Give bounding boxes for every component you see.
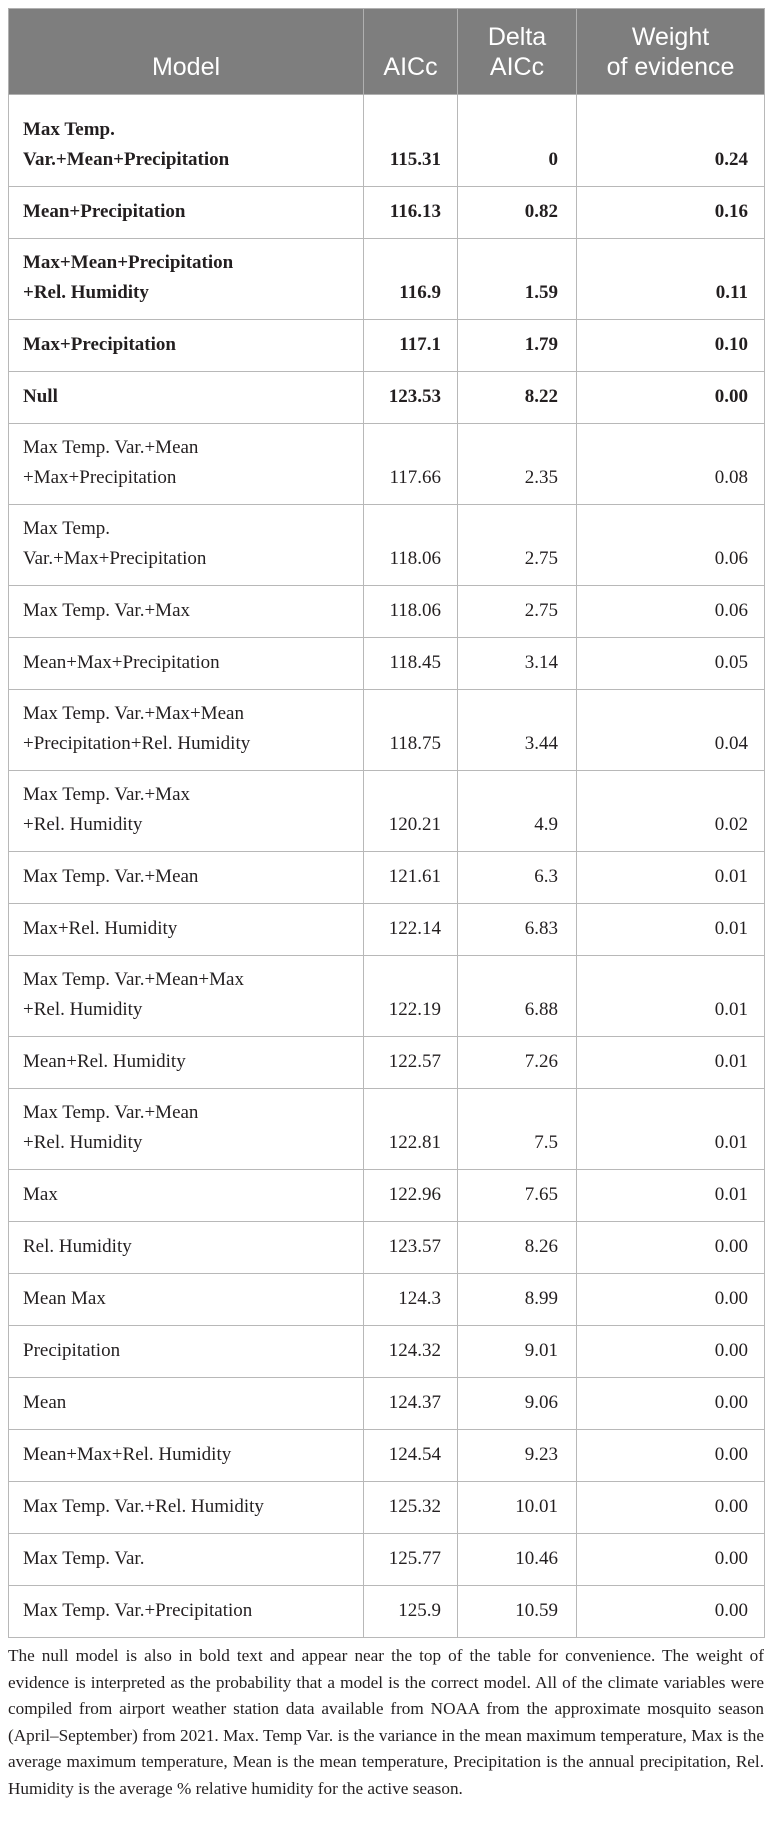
cell-model: [9, 505, 364, 586]
header-row: [9, 9, 765, 95]
cell-delta-aicc: 3.14: [458, 638, 577, 690]
cell-model: [9, 1326, 364, 1378]
header-weight-line2: of evidence: [606, 53, 735, 81]
header-weight-of-evidence: [577, 9, 765, 95]
cell-weight: 0.10: [577, 320, 765, 372]
cell-model-line: Precipitation: [23, 1340, 121, 1361]
cell-aicc: 123.53: [364, 372, 458, 424]
cell-delta-aicc: 8.99: [458, 1274, 577, 1326]
cell-model-line: Max Temp.: [23, 518, 110, 539]
table-row: [9, 1326, 765, 1378]
cell-aicc: 116.13: [364, 187, 458, 239]
cell-model-line: Max Temp. Var.+Mean: [23, 1102, 199, 1123]
cell-weight: 0.05: [577, 638, 765, 690]
cell-delta-aicc: 0: [458, 95, 577, 187]
table-header: [9, 9, 765, 95]
header-model: Model: [9, 9, 364, 95]
cell-model: [9, 1037, 364, 1089]
table-row: [9, 1089, 765, 1170]
cell-delta-aicc: 7.65: [458, 1170, 577, 1222]
cell-weight: 0.04: [577, 690, 765, 771]
cell-model-line: Mean: [23, 1392, 67, 1413]
cell-model-line: Mean+Max+Rel. Humidity: [23, 1444, 232, 1465]
cell-model: [9, 586, 364, 638]
cell-weight: 0.08: [577, 424, 765, 505]
table-row: [9, 1037, 765, 1089]
cell-model-line: Mean Max: [23, 1288, 106, 1309]
cell-aicc: 118.75: [364, 690, 458, 771]
cell-model: [9, 771, 364, 852]
cell-model-line: +Rel. Humidity: [23, 999, 143, 1020]
cell-model-line: Max Temp.: [23, 119, 115, 140]
cell-model-line: Max+Mean+Precipitation: [23, 252, 234, 273]
cell-aicc: 117.1: [364, 320, 458, 372]
cell-weight: 0.00: [577, 1534, 765, 1586]
cell-model-line: Null: [23, 386, 58, 407]
header-delta-line1: Delta: [487, 23, 547, 51]
cell-aicc: 125.9: [364, 1586, 458, 1638]
cell-model-line: Var.+Mean+Precipitation: [23, 149, 230, 170]
cell-delta-aicc: 7.26: [458, 1037, 577, 1089]
cell-model-line: +Rel. Humidity: [23, 814, 143, 835]
cell-model: [9, 1482, 364, 1534]
cell-delta-aicc: 1.59: [458, 239, 577, 320]
cell-delta-aicc: 1.79: [458, 320, 577, 372]
cell-model-line: Max Temp. Var.+Mean: [23, 437, 199, 458]
table-footnote: The null model is also in bold text and appear near the top of the table for convenience. The weight of evidence is interpreted as the probability that a model is the correct model. All of the climate variables were compiled from airport weather station data available from NOAA from the approximate mosquito season (April–September) from 2021. Max. Temp Var. is the variance in the mean maximum temperature, Max is the average maximum temperature, Mean is the mean temperature, Precipitation is the annual precipitation, Rel. Humidity is the average % relative humidity for the active season.: [8, 1646, 764, 1798]
cell-weight: 0.00: [577, 1222, 765, 1274]
cell-weight: 0.01: [577, 1170, 765, 1222]
model-comparison-table: [8, 8, 765, 1638]
cell-model: [9, 424, 364, 505]
table-row: [9, 586, 765, 638]
table-row: [9, 1534, 765, 1586]
cell-model-line: Mean+Precipitation: [23, 201, 186, 222]
cell-weight: 0.24: [577, 95, 765, 187]
cell-delta-aicc: 8.26: [458, 1222, 577, 1274]
cell-weight: 0.06: [577, 586, 765, 638]
cell-model-line: Rel. Humidity: [23, 1236, 132, 1257]
table-row: [9, 638, 765, 690]
cell-aicc: 120.21: [364, 771, 458, 852]
cell-model: [9, 852, 364, 904]
cell-model-line: Max: [23, 1184, 58, 1205]
cell-delta-aicc: 2.75: [458, 586, 577, 638]
cell-weight: 0.02: [577, 771, 765, 852]
cell-aicc: 123.57: [364, 1222, 458, 1274]
cell-aicc: 121.61: [364, 852, 458, 904]
cell-model-line: Max Temp. Var.+Rel. Humidity: [23, 1496, 264, 1517]
cell-model-line: +Rel. Humidity: [23, 282, 149, 303]
cell-delta-aicc: 0.82: [458, 187, 577, 239]
header-aicc: AICc: [364, 9, 458, 95]
cell-weight: 0.01: [577, 852, 765, 904]
cell-model: [9, 1222, 364, 1274]
cell-model-line: Mean+Max+Precipitation: [23, 652, 220, 673]
cell-delta-aicc: 7.5: [458, 1089, 577, 1170]
table-row: [9, 95, 765, 187]
cell-weight: 0.01: [577, 1089, 765, 1170]
cell-model: [9, 690, 364, 771]
table-row: [9, 690, 765, 771]
cell-delta-aicc: 4.9: [458, 771, 577, 852]
table-row: [9, 424, 765, 505]
cell-weight: 0.00: [577, 1378, 765, 1430]
header-weight-line1: Weight: [631, 23, 710, 51]
cell-model-line: Max Temp. Var.+Max: [23, 600, 191, 621]
cell-model-line: +Max+Precipitation: [23, 467, 177, 488]
cell-delta-aicc: 2.75: [458, 505, 577, 586]
cell-delta-aicc: 9.23: [458, 1430, 577, 1482]
cell-aicc: 115.31: [364, 95, 458, 187]
cell-aicc: 122.57: [364, 1037, 458, 1089]
cell-delta-aicc: 3.44: [458, 690, 577, 771]
cell-model: [9, 1586, 364, 1638]
cell-aicc: 122.96: [364, 1170, 458, 1222]
cell-model: [9, 239, 364, 320]
cell-model: [9, 1430, 364, 1482]
cell-aicc: 118.45: [364, 638, 458, 690]
cell-weight: 0.01: [577, 1037, 765, 1089]
header-delta-aicc: [458, 9, 577, 95]
cell-aicc: 118.06: [364, 505, 458, 586]
cell-model: [9, 1089, 364, 1170]
cell-model: [9, 904, 364, 956]
cell-weight: 0.01: [577, 956, 765, 1037]
cell-model: [9, 956, 364, 1037]
table-row: [9, 1378, 765, 1430]
table-row: [9, 320, 765, 372]
table-body: [9, 95, 765, 1638]
cell-weight: 0.00: [577, 1586, 765, 1638]
table-row: [9, 1586, 765, 1638]
cell-aicc: 122.19: [364, 956, 458, 1037]
cell-weight: 0.06: [577, 505, 765, 586]
cell-model-line: Mean+Rel. Humidity: [23, 1051, 186, 1072]
table-row: [9, 771, 765, 852]
cell-delta-aicc: 8.22: [458, 372, 577, 424]
header-delta-line2: AICc: [489, 53, 545, 81]
table-row: [9, 1222, 765, 1274]
cell-model-line: +Precipitation+Rel. Humidity: [23, 733, 251, 754]
cell-aicc: 122.14: [364, 904, 458, 956]
cell-aicc: 124.3: [364, 1274, 458, 1326]
table-row: [9, 1482, 765, 1534]
cell-model-line: Max+Rel. Humidity: [23, 918, 178, 939]
cell-model: [9, 1274, 364, 1326]
cell-model-line: Max Temp. Var.+Mean+Max: [23, 969, 244, 990]
cell-weight: 0.00: [577, 1326, 765, 1378]
cell-weight: 0.00: [577, 1430, 765, 1482]
cell-aicc: 116.9: [364, 239, 458, 320]
cell-weight: 0.00: [577, 1482, 765, 1534]
table-row: [9, 187, 765, 239]
table-row: [9, 852, 765, 904]
table-row: [9, 505, 765, 586]
cell-aicc: 124.32: [364, 1326, 458, 1378]
table-row: [9, 239, 765, 320]
cell-model-line: Max Temp. Var.: [23, 1548, 145, 1569]
cell-model: [9, 638, 364, 690]
cell-model: [9, 95, 364, 187]
cell-model: [9, 372, 364, 424]
table-row: [9, 1430, 765, 1482]
cell-delta-aicc: 6.88: [458, 956, 577, 1037]
cell-delta-aicc: 10.46: [458, 1534, 577, 1586]
cell-delta-aicc: 9.01: [458, 1326, 577, 1378]
cell-aicc: 124.37: [364, 1378, 458, 1430]
cell-delta-aicc: 10.59: [458, 1586, 577, 1638]
cell-model-line: Max Temp. Var.+Max+Mean: [23, 703, 244, 724]
cell-aicc: 125.32: [364, 1482, 458, 1534]
cell-model: [9, 187, 364, 239]
cell-aicc: 125.77: [364, 1534, 458, 1586]
cell-model-line: Max+Precipitation: [23, 334, 176, 355]
cell-aicc: 124.54: [364, 1430, 458, 1482]
cell-weight: 0.00: [577, 1274, 765, 1326]
cell-model: [9, 1378, 364, 1430]
cell-model-line: Max Temp. Var.+Max: [23, 784, 191, 805]
cell-model-line: Var.+Max+Precipitation: [23, 548, 207, 569]
cell-weight: 0.00: [577, 372, 765, 424]
cell-delta-aicc: 9.06: [458, 1378, 577, 1430]
cell-model: [9, 1534, 364, 1586]
table-row: [9, 956, 765, 1037]
cell-delta-aicc: 2.35: [458, 424, 577, 505]
table-row: [9, 1274, 765, 1326]
cell-aicc: 118.06: [364, 586, 458, 638]
cell-model: [9, 1170, 364, 1222]
cell-weight: 0.11: [577, 239, 765, 320]
cell-aicc: 117.66: [364, 424, 458, 505]
cell-weight: 0.16: [577, 187, 765, 239]
cell-weight: 0.01: [577, 904, 765, 956]
cell-model-line: Max Temp. Var.+Mean: [23, 866, 199, 887]
table-row: [9, 904, 765, 956]
cell-delta-aicc: 10.01: [458, 1482, 577, 1534]
table-row: [9, 372, 765, 424]
cell-delta-aicc: 6.83: [458, 904, 577, 956]
cell-model-line: +Rel. Humidity: [23, 1132, 143, 1153]
cell-delta-aicc: 6.3: [458, 852, 577, 904]
cell-model-line: Max Temp. Var.+Precipitation: [23, 1600, 253, 1621]
cell-aicc: 122.81: [364, 1089, 458, 1170]
cell-model: [9, 320, 364, 372]
table-row: [9, 1170, 765, 1222]
